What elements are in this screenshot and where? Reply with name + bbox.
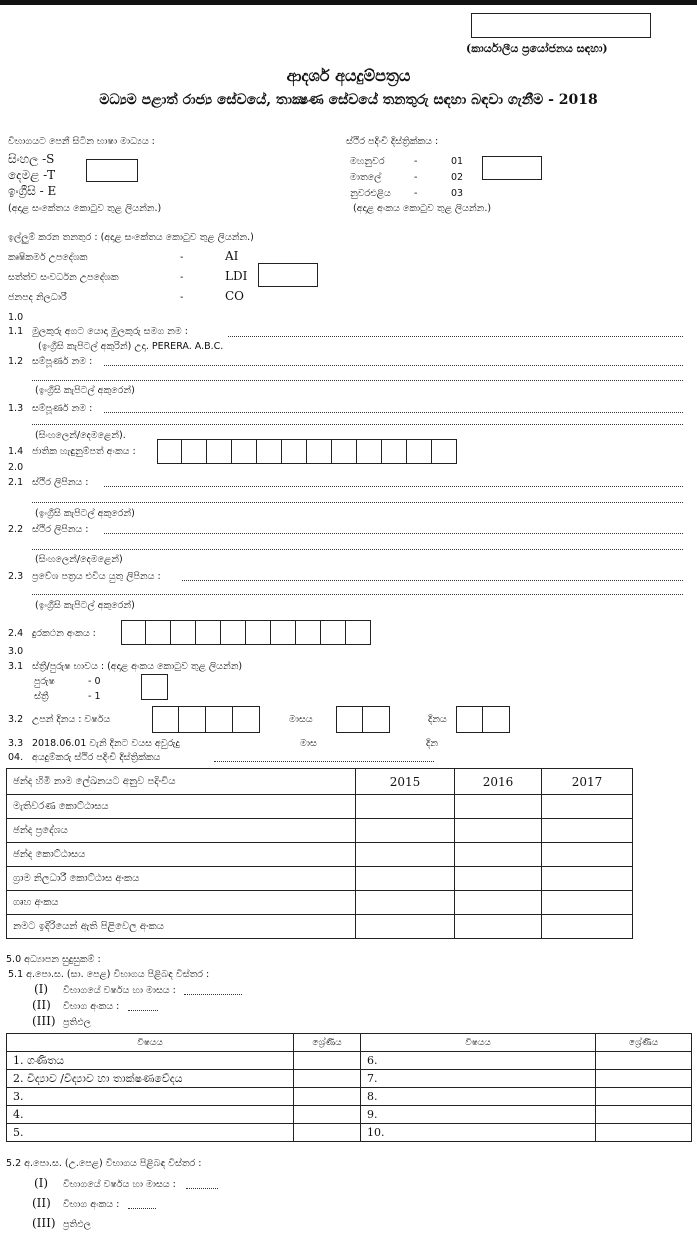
district-name-nuwaraeliya: නුවරඑළිය bbox=[350, 188, 391, 199]
residence-table bbox=[6, 768, 633, 939]
post-code-ai: AI bbox=[225, 249, 239, 263]
item-2-1-label: ස්ථිර ලිපිනය : bbox=[32, 477, 89, 488]
item-1-2-note: (ඉංග්‍රීසි කැපිටල් අකුරෙන්) bbox=[35, 385, 135, 396]
section-3-number: 3.0 bbox=[8, 646, 24, 657]
item-1-3-note: (සිංහලෙන්/දෙමළෙන්). bbox=[35, 430, 126, 441]
subject-3: 3. bbox=[7, 1088, 294, 1106]
post-name-ldi: සත්ත්ව සංවර්ධන උපදේශක bbox=[8, 272, 119, 283]
district-code-kandy: 01 bbox=[451, 156, 464, 167]
district-label: ස්ථිර පදිංචි දිස්ත්‍රික්කය : bbox=[346, 136, 439, 147]
medium-option-tamil: දෙමළ -T bbox=[8, 168, 56, 182]
left-grade-header: ශ්‍රේණිය bbox=[294, 1034, 361, 1052]
top-border-bar bbox=[0, 0, 697, 5]
district-code-box[interactable] bbox=[482, 156, 542, 180]
district-name-matale: මාතලේ bbox=[350, 172, 382, 183]
al-item-1-roman: (I) bbox=[34, 1176, 49, 1190]
item-3-2-number: 3.2 bbox=[8, 714, 24, 725]
birth-year-cells[interactable] bbox=[152, 706, 260, 733]
birth-day-cells[interactable] bbox=[456, 706, 510, 733]
item-3-3-number: 3.3 bbox=[8, 738, 24, 749]
gender-female-code: - 1 bbox=[88, 691, 101, 702]
address-sinhala-line-1[interactable] bbox=[104, 533, 683, 534]
item-3-3-label: 2018.06.01 වැනි දිනට වයස අවුරුදු bbox=[32, 738, 180, 749]
medium-note: (අදාළ සංකේතය කොටුව තුළ ලියන්න.) bbox=[8, 203, 162, 214]
item-2-1-note: (ඉංග්‍රීසි කැපිටල් අකුරෙන්) bbox=[35, 508, 135, 519]
address-english-line-1[interactable] bbox=[104, 486, 683, 487]
gender-female-label: ස්ත්‍රී bbox=[34, 691, 49, 702]
ol-item-2-text: විභාග අංකය : bbox=[63, 1001, 120, 1012]
gender-male-label: පුරුෂ bbox=[34, 676, 55, 687]
telephone-number-cells[interactable] bbox=[121, 620, 371, 645]
ol-item-1-roman: (I) bbox=[34, 982, 49, 996]
address-sinhala-line-2[interactable] bbox=[32, 549, 683, 550]
post-name-co: ජනපද නිලධාරී bbox=[8, 292, 67, 303]
ol-results-table bbox=[6, 1033, 692, 1142]
row-electoral-division: මැතිවරණ කොට්ඨාසය bbox=[7, 795, 356, 819]
office-use-label: (කාර්යාලීය ප්‍රයෝජනය සඳහා) bbox=[466, 42, 608, 55]
section-5-2-label: 5.2 අ.පො.ස. (උ.පෙළ) විභාගය පිළිබඳ විස්තර : bbox=[6, 1158, 202, 1169]
item-3-1-label: ස්ත්‍රී/පුරුෂ භාවය : (අදාළ අංකය කොටුව තුළ ලියන්න) bbox=[32, 661, 243, 672]
item-1-3-number: 1.3 bbox=[8, 403, 24, 414]
row-house-number: ගෘහ අංකය bbox=[7, 891, 356, 915]
subject-2: 2. විද්‍යාව /විද්‍යාව හා තාක්ෂණවේදය bbox=[7, 1070, 294, 1088]
right-grade-header: ශ්‍රේණිය bbox=[596, 1034, 692, 1052]
right-subject-header: විෂයය bbox=[361, 1034, 596, 1052]
section-4-number: 04. bbox=[8, 752, 24, 763]
al-year-month-line[interactable] bbox=[186, 1188, 218, 1189]
section-5-1-label: 5.1 අ.පො.ස. (සා. පෙළ) විභාගය පිළිබඳ විස්තර : bbox=[8, 969, 210, 980]
year-2015-header: 2015 bbox=[356, 769, 455, 795]
ol-item-2-roman: (II) bbox=[32, 998, 51, 1012]
year-2017-header: 2017 bbox=[542, 769, 633, 795]
district-name-kandy: මහනුවර bbox=[350, 156, 385, 167]
item-3-2-label: උපන් දිනය : වර්ෂය bbox=[32, 714, 111, 725]
full-name-english-line-1[interactable] bbox=[104, 365, 683, 366]
subject-6: 6. bbox=[361, 1052, 596, 1070]
item-3-1-number: 3.1 bbox=[8, 661, 24, 672]
gender-code-box[interactable] bbox=[141, 674, 168, 700]
ol-item-3-roman: (III) bbox=[32, 1014, 56, 1028]
item-1-2-number: 1.2 bbox=[8, 356, 24, 367]
item-2-1-number: 2.1 bbox=[8, 477, 24, 488]
item-2-3-label: ප්‍රවේශ පත්‍රය එවිය යුතු ලිපිනය : bbox=[32, 571, 161, 582]
post-code-box[interactable] bbox=[258, 263, 318, 287]
post-label: ඉල්ලුම් කරන තනතුර : (අදාළ සංකේතය කොටුව තුළ ලියන්න.) bbox=[8, 232, 254, 243]
year-2016-header: 2016 bbox=[455, 769, 542, 795]
item-1-2-label: සම්පූර්ණ නම : bbox=[32, 356, 93, 367]
ol-item-3-text: ප්‍රතිඵල bbox=[63, 1017, 91, 1028]
subject-4: 4. bbox=[7, 1106, 294, 1124]
full-name-sinhala-line-1[interactable] bbox=[104, 412, 683, 413]
post-code-co: CO bbox=[225, 289, 245, 303]
item-1-1-number: 1.1 bbox=[8, 326, 24, 337]
gender-male-code: - 0 bbox=[88, 676, 101, 687]
row-polling-area: ඡන්ද ප්‍රදේශය bbox=[7, 819, 356, 843]
ol-item-1-text: විභාගයේ වර්ෂය හා මාසය : bbox=[63, 985, 176, 996]
subject-9: 9. bbox=[361, 1106, 596, 1124]
form-subtitle: මධ්‍යම පළාත් රාජ්‍ය සේවයේ, තාක්‍ෂණ සේවයේ තනතුරු සඳහා බඳවා ගැනීම - 2018 bbox=[99, 92, 598, 108]
ol-year-month-line[interactable] bbox=[184, 994, 242, 995]
age-month-label: මාස bbox=[300, 738, 317, 749]
subject-5: 5. bbox=[7, 1124, 294, 1142]
office-use-box[interactable] bbox=[471, 13, 651, 38]
al-index-line[interactable] bbox=[128, 1208, 156, 1209]
age-day-label: දින bbox=[426, 738, 438, 749]
admission-address-line-1[interactable] bbox=[182, 580, 683, 581]
address-english-line-2[interactable] bbox=[32, 502, 683, 503]
birth-month-cells[interactable] bbox=[336, 706, 390, 733]
birth-day-label: දිනය bbox=[428, 714, 447, 725]
item-1-1-label: මුලකුරු අගට යොදා මුලකුරු සමග නම : bbox=[32, 326, 188, 337]
medium-option-sinhala: සිංහල -S bbox=[8, 152, 55, 166]
post-name-ai: කෘෂිකර්ම උපදේශක bbox=[8, 252, 88, 263]
district-note: (අදාළ අංකය කොටුව තුළ ලියන්න.) bbox=[353, 203, 492, 214]
item-2-4-number: 2.4 bbox=[8, 628, 24, 639]
item-2-2-label: ස්ථිර ලිපිනය : bbox=[32, 524, 89, 535]
row-gn-division-number: ග්‍රාම නිලධාරී කොට්ඨාස අංකය bbox=[7, 867, 356, 891]
medium-option-english: ඉංග්‍රීසි - E bbox=[8, 184, 57, 198]
item-1-1-example: (ඉංග්‍රීසි කැපිටල් අකුරින්) උදා. PERERA. A.B.C. bbox=[38, 341, 224, 352]
initials-name-line[interactable] bbox=[228, 336, 683, 337]
al-item-3-text: ප්‍රතිඵල bbox=[63, 1219, 91, 1230]
item-2-2-note: (සිංහලෙන්/දෙමළෙන්) bbox=[35, 554, 123, 565]
al-item-2-roman: (II) bbox=[32, 1196, 51, 1210]
subject-7: 7. bbox=[361, 1070, 596, 1088]
full-name-sinhala-line-2[interactable] bbox=[32, 424, 683, 425]
item-1-4-label: ජාතික හැඳුනුම්පත් අංකය : bbox=[32, 446, 136, 457]
medium-code-box[interactable] bbox=[86, 159, 138, 182]
left-subject-header: විෂයය bbox=[7, 1034, 294, 1052]
nic-number-cells[interactable] bbox=[157, 439, 457, 464]
item-2-3-note: (ඉංග්‍රීසි කැපිටල් අකුරෙන්) bbox=[35, 600, 135, 611]
residence-district-line[interactable] bbox=[214, 761, 434, 762]
post-code-ldi: LDI bbox=[225, 269, 248, 283]
item-1-4-number: 1.4 bbox=[8, 446, 24, 457]
item-1-3-label: සම්පූර්ණ නම : bbox=[32, 403, 93, 414]
row-polling-division: ඡන්ද කොට්ඨාසය bbox=[7, 843, 356, 867]
full-name-english-line-2[interactable] bbox=[32, 380, 683, 381]
al-item-2-text: විභාග අංකය : bbox=[63, 1199, 120, 1210]
row-serial-number: නමට ඉදිරියෙන් ඇති පිළිවෙල අංකය bbox=[7, 915, 356, 939]
al-item-1-text: විභාගයේ වර්ෂය හා මාසය : bbox=[63, 1179, 176, 1190]
section-2-number: 2.0 bbox=[8, 462, 24, 473]
al-item-3-roman: (III) bbox=[32, 1216, 56, 1230]
district-code-nuwaraeliya: 03 bbox=[451, 188, 464, 199]
ol-index-line[interactable] bbox=[128, 1010, 158, 1011]
birth-month-label: මාසය bbox=[289, 714, 313, 725]
admission-address-line-2[interactable] bbox=[32, 594, 683, 595]
section-5-label: 5.0 අධ්‍යාපන සුදුසුකම් : bbox=[6, 954, 101, 965]
residence-table-header: ඡන්ද හිමි නාම ලේඛනයට අනුව පදිංචිය bbox=[7, 769, 356, 795]
form-title: ආදර්ශ අයදුම්පත්‍රය bbox=[286, 66, 411, 85]
district-code-matale: 02 bbox=[451, 172, 464, 183]
section-4-label: අයදුම්කරු ස්ථිර පදිංචි දිස්ත්‍රික්කය bbox=[32, 752, 161, 763]
item-2-2-number: 2.2 bbox=[8, 524, 24, 535]
subject-10: 10. bbox=[361, 1124, 596, 1142]
subject-8: 8. bbox=[361, 1088, 596, 1106]
medium-label: විභාගයට පෙනී සිටින භාෂා මාධ්‍යය : bbox=[8, 136, 155, 147]
section-1-number: 1.0 bbox=[8, 312, 24, 323]
item-2-3-number: 2.3 bbox=[8, 571, 24, 582]
item-2-4-label: දුරකථන අංකය : bbox=[32, 628, 96, 639]
subject-1: 1. ගණිතය bbox=[7, 1052, 294, 1070]
